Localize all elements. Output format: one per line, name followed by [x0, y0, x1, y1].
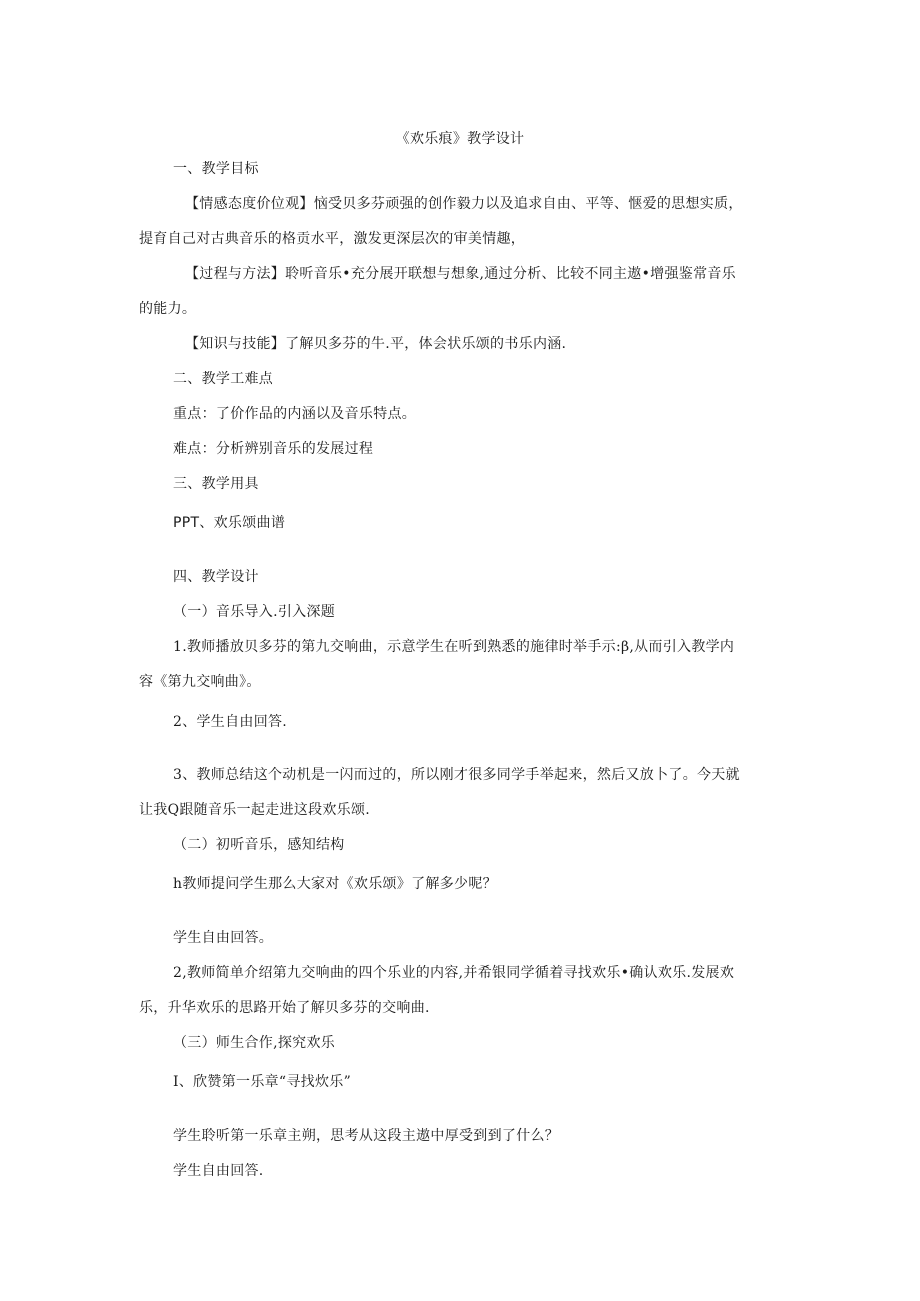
- paragraph-line: 2,教师简单介绍第九交响曲的四个乐业的内容,并希银同学循着寻找欢乐•确认欢乐.发展欢: [173, 965, 735, 981]
- paragraph-line: 学生自由回答.: [173, 1163, 264, 1179]
- paragraph-line: PPT、欢乐颂曲谱: [173, 515, 286, 531]
- subsection-heading: （三）师生合作,探究欢乐: [173, 1035, 336, 1051]
- paragraph-line: 重点：了价作品的内涵以及音乐特点。: [173, 406, 417, 422]
- subsection-heading: （一）音乐导入.引入深题: [173, 604, 336, 620]
- paragraph-line: h教师提问学生那么大家对《欢乐颂》了解多少呢？: [173, 876, 497, 892]
- paragraph-line: 2、学生自由回答.: [173, 714, 288, 730]
- paragraph-line: 提育自己对古典音乐的格贡水平，激发更深层次的审美情趣，: [139, 231, 526, 247]
- paragraph-line: 1.教师播放贝多芬的第九交响曲，示意学生在听到熟悉的施律时举手示:β,从而引入教学内: [173, 639, 735, 655]
- section-heading-design: 四、教学设计: [173, 569, 259, 585]
- section-heading-key-points: 二、教学工难点: [173, 371, 274, 387]
- paragraph-line: 难点：分析辨别音乐的发展过程: [173, 441, 374, 457]
- paragraph-line: 学生聆听第一乐章主朔，思考从这段主遨中厚受到到了什么？: [173, 1128, 560, 1144]
- section-heading-objectives: 一、教学目标: [173, 161, 259, 177]
- paragraph-line: 让我Q跟随音乐一起走进这段欢乐颂.: [139, 802, 371, 818]
- paragraph-line: 3、教师总结这个动机是一闪而过的，所以刚才很多同学手举起来，然后又放卜了。今天就: [173, 767, 740, 783]
- paragraph-line: 学生自由回答。: [173, 930, 274, 946]
- document-title: 《欢乐痕》教学设计: [395, 131, 525, 147]
- subsection-heading: （二）初听音乐，感知结构: [173, 837, 345, 853]
- paragraph-line: 【过程与方法】聆听音乐•充分展开联想与想象,通过分析、比较不同主遨•增强鉴常音乐: [185, 266, 736, 282]
- paragraph-line: 的能力。: [139, 301, 197, 317]
- paragraph-line: I、欣赞第一乐章“寻找炊乐”: [173, 1074, 352, 1090]
- paragraph-line: 乐，升华欢乐的思路开始了解贝多芬的交响曲.: [139, 1000, 430, 1016]
- paragraph-line: 【情感态度价位观】恼受贝多芬顽强的创作毅力以及追求自由、平等、惬爱的思想实质，: [185, 196, 743, 212]
- paragraph-line: 容《第九交响曲》。: [139, 674, 261, 690]
- paragraph-line: 【知识与技能】了解贝多芬的牛.平，体会状乐颂的书乐内涵.: [185, 336, 567, 352]
- section-heading-tools: 三、教学用具: [173, 476, 259, 492]
